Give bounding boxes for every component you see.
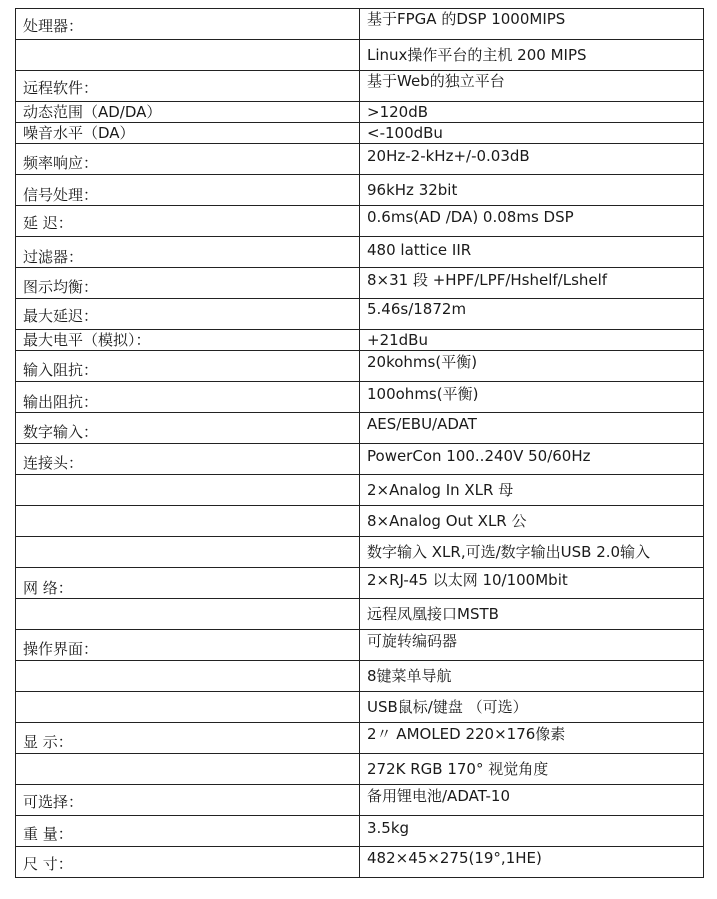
table-row <box>16 537 704 568</box>
spec-label-cell: 图示均衡： <box>16 268 360 299</box>
table-row <box>16 816 704 847</box>
spec-label-cell: 最大电平（模拟）： <box>16 330 360 351</box>
spec-value-cell: 20Hz-2-kHz+/-0.03dB <box>360 144 704 175</box>
spec-value-cell: 20kohms(平衡) <box>360 351 704 382</box>
table-row <box>16 599 704 630</box>
table-row <box>16 847 704 878</box>
spec-label-cell <box>16 475 360 506</box>
spec-label-cell: 数字输入： <box>16 413 360 444</box>
table-row <box>16 692 704 723</box>
spec-label-cell: 重 量： <box>16 816 360 847</box>
table-row <box>16 754 704 785</box>
table-row <box>16 351 704 382</box>
table-row <box>16 330 704 351</box>
table-row <box>16 661 704 692</box>
spec-value-cell: 0.6ms(AD /DA) 0.08ms DSP <box>360 206 704 237</box>
table-row <box>16 175 704 206</box>
table-row <box>16 268 704 299</box>
spec-value-cell: 8×Analog Out XLR 公 <box>360 506 704 537</box>
spec-label-cell <box>16 599 360 630</box>
spec-label-cell: 连接头： <box>16 444 360 475</box>
spec-value-cell: AES/EBU/ADAT <box>360 413 704 444</box>
table-row <box>16 413 704 444</box>
spec-value-cell: <-100dBu <box>360 123 704 144</box>
table-row <box>16 568 704 599</box>
spec-label-cell: 输出阻抗： <box>16 382 360 413</box>
spec-value-cell: 5.46s/1872m <box>360 299 704 330</box>
table-row <box>16 144 704 175</box>
table-row <box>16 723 704 754</box>
table-row <box>16 40 704 71</box>
table-row <box>16 123 704 144</box>
table-row <box>16 506 704 537</box>
spec-label-cell <box>16 40 360 71</box>
spec-value-cell: 基于FPGA 的DSP 1000MIPS <box>360 9 704 40</box>
table-row <box>16 785 704 816</box>
spec-value-cell: 可旋转编码器 <box>360 630 704 661</box>
spec-label-cell: 过滤器： <box>16 237 360 268</box>
spec-value-cell: 远程凤凰接口MSTB <box>360 599 704 630</box>
spec-label-cell: 频率响应： <box>16 144 360 175</box>
spec-label-cell: 网 络： <box>16 568 360 599</box>
table-row <box>16 630 704 661</box>
spec-value-cell: 基于Web的独立平台 <box>360 71 704 102</box>
table-row <box>16 71 704 102</box>
table-row <box>16 9 704 40</box>
spec-value-cell: 272K RGB 170° 视觉角度 <box>360 754 704 785</box>
spec-label-cell: 处理器： <box>16 9 360 40</box>
spec-value-cell: 480 lattice IIR <box>360 237 704 268</box>
spec-table <box>15 8 704 878</box>
spec-label-cell: 延 迟： <box>16 206 360 237</box>
spec-value-cell: 8键菜单导航 <box>360 661 704 692</box>
spec-label-cell: 最大延迟： <box>16 299 360 330</box>
spec-label-cell <box>16 754 360 785</box>
spec-label-cell: 可选择： <box>16 785 360 816</box>
spec-label-cell: 信号处理： <box>16 175 360 206</box>
spec-value-cell: 2×Analog In XLR 母 <box>360 475 704 506</box>
spec-label-cell: 远程软件： <box>16 71 360 102</box>
table-row <box>16 299 704 330</box>
spec-value-cell: PowerCon 100..240V 50/60Hz <box>360 444 704 475</box>
spec-label-cell: 尺 寸： <box>16 847 360 878</box>
spec-value-cell: 2〃 AMOLED 220×176像素 <box>360 723 704 754</box>
spec-value-cell: 100ohms(平衡) <box>360 382 704 413</box>
spec-value-cell: 备用锂电池/ADAT-10 <box>360 785 704 816</box>
spec-value-cell: USB鼠标/键盘 （可选） <box>360 692 704 723</box>
spec-value-cell: 2×RJ-45 以太网 10/100Mbit <box>360 568 704 599</box>
spec-label-cell <box>16 537 360 568</box>
spec-value-cell: >120dB <box>360 102 704 123</box>
table-row <box>16 237 704 268</box>
spec-value-cell: 8×31 段 +HPF/LPF/Hshelf/Lshelf <box>360 268 704 299</box>
spec-label-cell: 动态范围（AD/DA） <box>16 102 360 123</box>
spec-value-cell: 482×45×275(19°,1HE) <box>360 847 704 878</box>
spec-value-cell: 3.5kg <box>360 816 704 847</box>
spec-label-cell: 操作界面： <box>16 630 360 661</box>
spec-label-cell: 输入阻抗： <box>16 351 360 382</box>
table-row <box>16 102 704 123</box>
spec-label-cell <box>16 692 360 723</box>
table-row <box>16 382 704 413</box>
spec-label-cell: 噪音水平（DA） <box>16 123 360 144</box>
spec-label-cell <box>16 506 360 537</box>
table-row <box>16 475 704 506</box>
spec-value-cell: Linux操作平台的主机 200 MIPS <box>360 40 704 71</box>
spec-table-body <box>16 9 704 878</box>
spec-value-cell: 96kHz 32bit <box>360 175 704 206</box>
spec-label-cell <box>16 661 360 692</box>
spec-value-cell: 数字输入 XLR,可选/数字输出USB 2.0输入 <box>360 537 704 568</box>
spec-value-cell: +21dBu <box>360 330 704 351</box>
table-row <box>16 444 704 475</box>
table-row <box>16 206 704 237</box>
spec-label-cell: 显 示： <box>16 723 360 754</box>
